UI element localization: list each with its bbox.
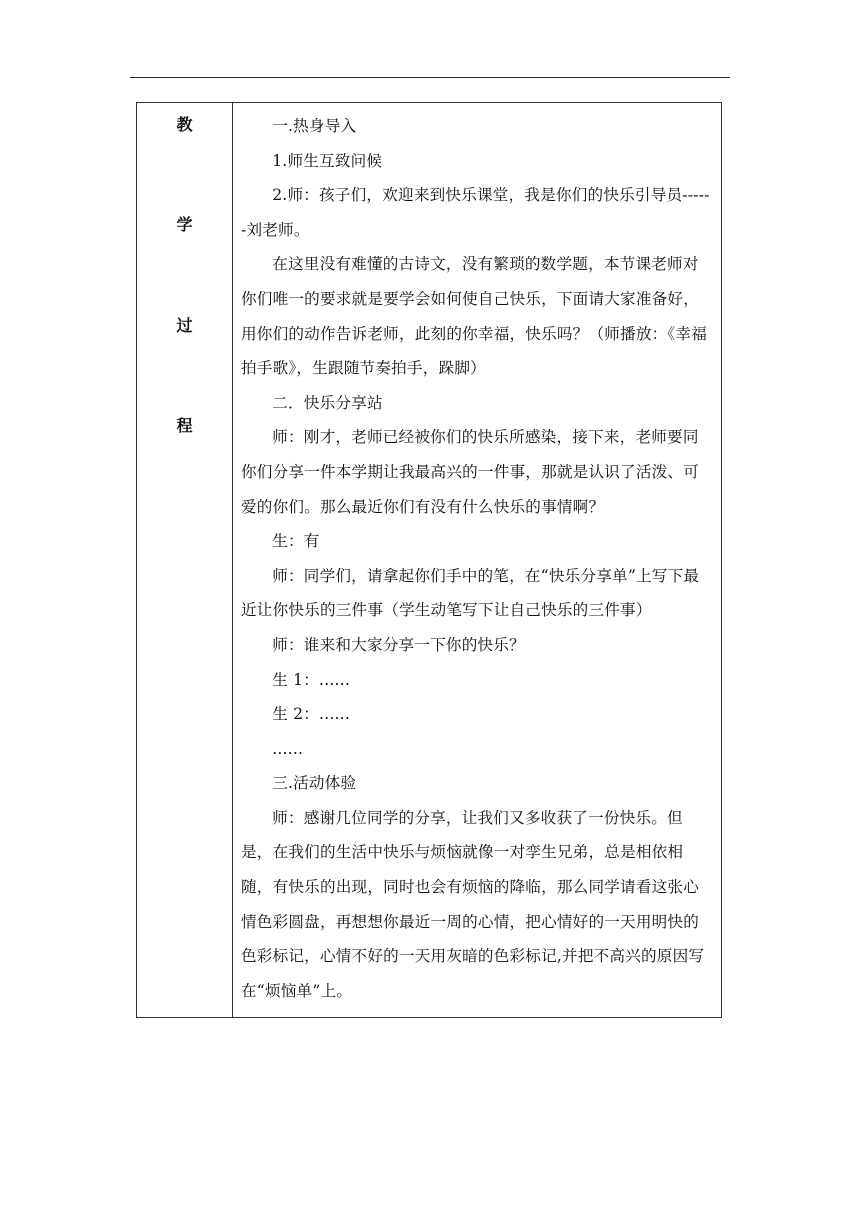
section-label-char: 过 <box>176 316 193 335</box>
section-label-char: 教 <box>176 115 193 134</box>
section-heading: 三.活动体验 <box>272 774 357 793</box>
paragraph: 师：刚才，老师已经被你们的快乐所感染，接下来，老师要同你们分享一件本学期让我最高兴的一件事，那就是认识了活泼、可爱的你们。那么最近你们有没有什么快乐的事情啊？ <box>241 428 700 516</box>
paragraph: 生：有 <box>272 532 320 551</box>
paragraph: 在这里没有难懂的古诗文，没有繁琐的数学题，本节课老师对你们唯一的要求就是要学会如何使自己快乐，下面请大家准备好，用你们的动作告诉老师，此刻的你幸福，快乐吗？（师播放：《幸福拍手歌》，生跟随节奏拍手，跺脚） <box>241 255 708 378</box>
section-label-char: 学 <box>176 215 193 234</box>
paragraph: 生 1：...... <box>272 670 350 689</box>
paragraph: 师：同学们，请拿起你们手中的笔，在“快乐分享单”上写下最近让你快乐的三件事（学生动笔写下让自己快乐的三件事） <box>241 566 700 620</box>
section-heading: 一.热身导入 <box>272 117 357 135</box>
paragraph: 生 2：...... <box>272 705 350 724</box>
paragraph: 2.师：孩子们，欢迎来到快乐课堂，我是你们的快乐引导员------刘老师。 <box>241 186 710 239</box>
paragraph: ...... <box>272 739 304 758</box>
section-label-cell <box>137 103 233 1017</box>
header-rule <box>130 77 730 78</box>
paragraph: 1.师生互致问候 <box>272 151 383 170</box>
lesson-table <box>136 102 722 1018</box>
lesson-content-cell <box>233 103 721 1017</box>
section-heading: 二．快乐分享站 <box>272 393 383 412</box>
section-label-char: 程 <box>176 416 193 435</box>
paragraph: 师：感谢几位同学的分享，让我们又多收获了一份快乐。但是，在我们的生活中快乐与烦恼就像一对孪生兄弟，总是相依相随，有快乐的出现，同时也会有烦恼的降临，那么同学请看这张心情色彩圆盘，再想想你最近一周的心情，把心情好的一天用明快的色彩标记，心情不好的一天用灰暗的色彩标记,并把不高兴的原因写在“烦恼单”上。 <box>241 808 705 1000</box>
paragraph: 师：谁来和大家分享一下你的快乐？ <box>272 635 525 654</box>
